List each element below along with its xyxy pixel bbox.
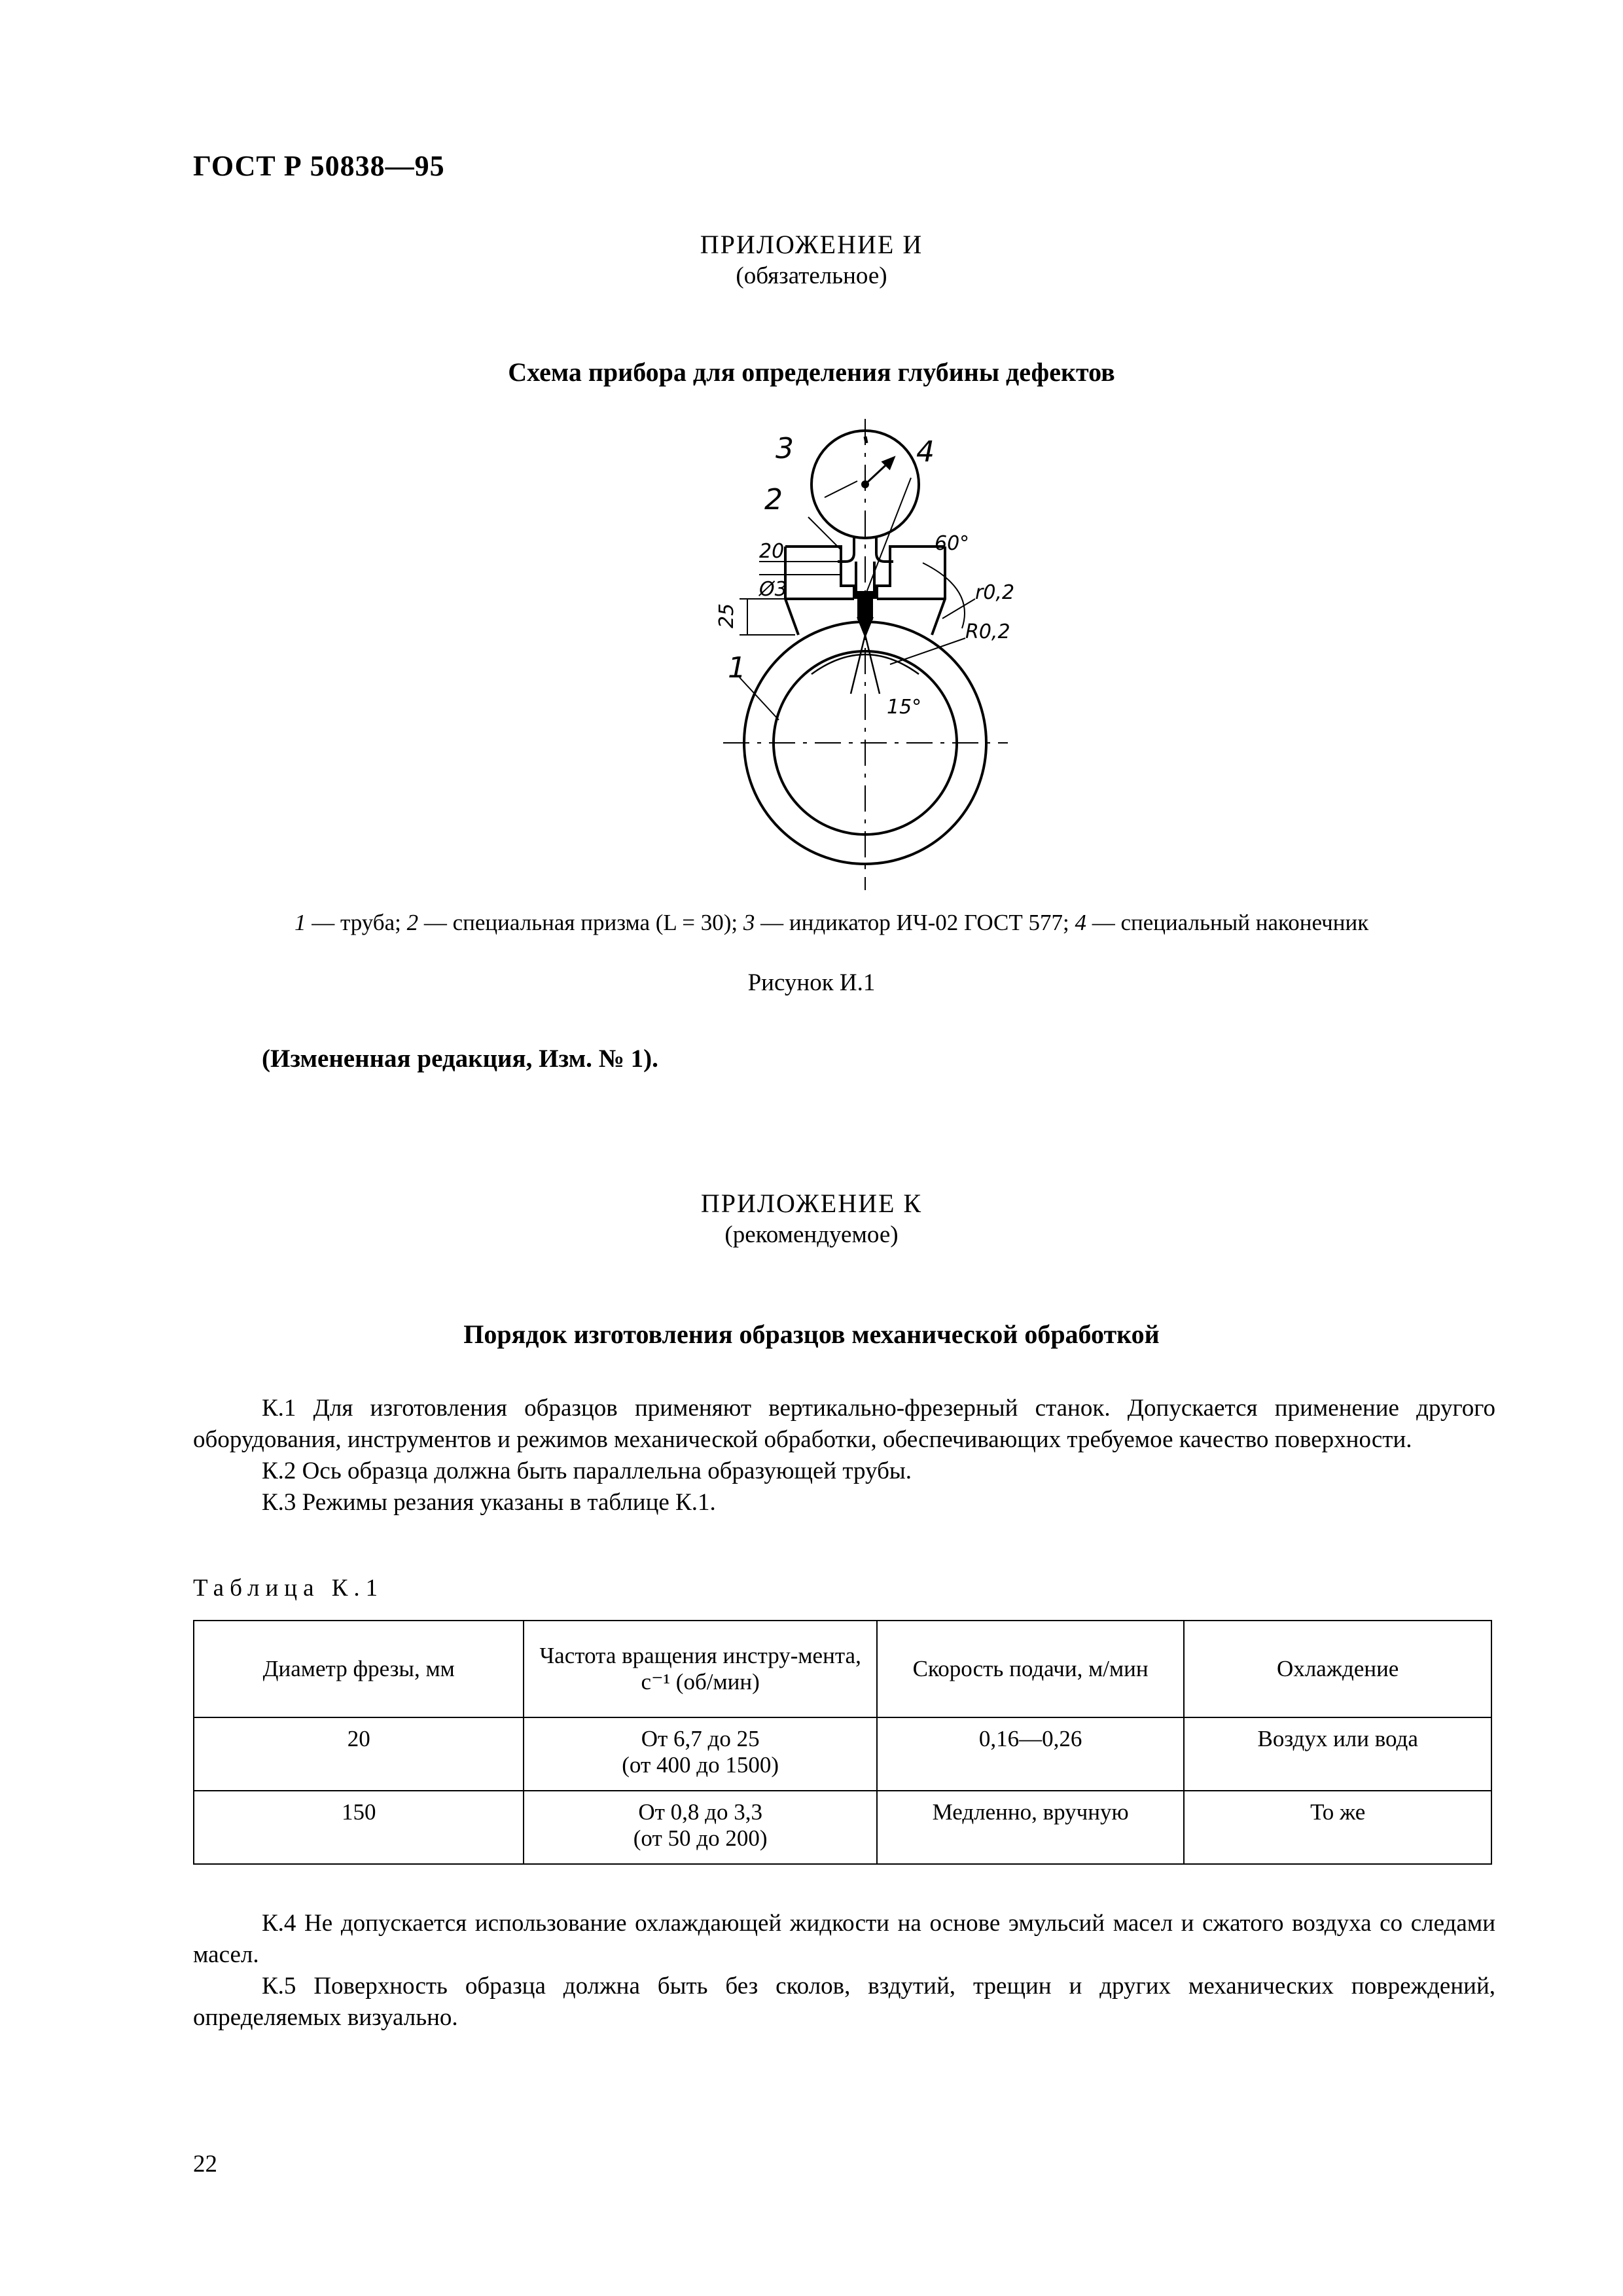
cell-rotation [524,1717,876,1791]
cell-rotation-line-2: (от 400 до 1500) [622,1752,779,1778]
appendix-k-title: Порядок изготовления образцов механической обработкой [463,1319,1160,1349]
legend-text-4: — специальный наконечник [1086,910,1369,935]
prism [785,547,854,599]
cutting-modes-table [193,1620,1492,1865]
col-header-rotation: Частота вращения инстру-мента, с⁻¹ (об/мин) [524,1621,876,1717]
table-label: Таблица К.1 [193,1575,384,1602]
legend-text-3: — индикатор ИЧ-02 ГОСТ 577; [755,910,1075,935]
label-angle-60: 60° [935,532,970,555]
device-schematic [668,419,1034,890]
cell-feed: Медленно, вручную [877,1791,1185,1864]
appendix-i-status: (обязательное) [736,262,887,289]
appendix-k-status: (рекомендуемое) [724,1221,899,1248]
label-dim-25: 25 [715,603,738,628]
label-2: 2 [764,483,783,516]
figure-legend [294,910,1472,936]
label-3: 3 [776,432,794,465]
label-R02: R0,2 [965,620,1010,643]
table-row [194,1717,1491,1791]
paragraph-k1: К.1 Для изготовления образцов применяют вертикально-фрезерный станок. Допускается применение другого оборудования, инструментов и режимов механической обработки, обеспечивающих требуемое качество поверхности. [193,1395,1495,1453]
legend-num-2: 2 [406,910,419,935]
label-r02: r0,2 [975,581,1015,604]
paragraph-k4: К.4 Не допускается использование охлаждающей жидкости на основе эмульсий масел и сжатого воздуха со следами масел. [193,1910,1495,1968]
cell-cooling: То же [1184,1791,1491,1864]
label-dim-20: 20 [759,540,785,563]
paragraph-k3: К.3 Режимы резания указаны в таблице К.1. [262,1489,716,1516]
legend-text-2: — специальная призма (L = 30); [418,910,743,935]
paragraphs-k1-k3 [193,1393,1495,1518]
label-dia-3: Ø3 [759,578,787,601]
appendix-i-title: Схема прибора для определения глубины дефектов [508,357,1115,387]
paragraph-k5: К.5 Поверхность образца должна быть без сколов, вздутий, трещин и других механических повреждений, определяемых визуально. [193,1973,1495,2031]
label-angle-15: 15° [887,696,922,719]
legend-num-4: 4 [1075,910,1086,935]
cell-rotation-line-1: От 0,8 до 3,3 [638,1799,762,1825]
revision-note: (Измененная редакция, Изм. № 1). [262,1045,658,1073]
appendix-k-heading: ПРИЛОЖЕНИЕ К [700,1189,923,1218]
paragraph-k2: К.2 Ось образца должна быть параллельна образующей трубы. [262,1458,912,1484]
label-4: 4 [916,435,935,469]
figure-caption: Рисунок И.1 [747,969,876,996]
document-code: ГОСТ Р 50838—95 [193,150,445,182]
label-1: 1 [728,651,746,685]
col-header-cooling: Охлаждение [1184,1621,1491,1717]
cell-rotation-line-1: От 6,7 до 25 [641,1726,760,1751]
cell-feed: 0,16—0,26 [877,1717,1185,1791]
col-header-diameter: Диаметр фрезы, мм [194,1621,524,1717]
legend-text-1: — труба; [306,910,407,935]
table-row [194,1791,1491,1864]
legend-num-1: 1 [294,910,306,935]
paragraphs-k4-k5 [193,1908,1495,2034]
cell-cooling: Воздух или вода [1184,1717,1491,1791]
col-header-feed: Скорость подачи, м/мин [877,1621,1185,1717]
legend-num-3: 3 [743,910,755,935]
table-header-row [194,1621,1491,1717]
cell-diameter: 150 [194,1791,524,1864]
appendix-i-heading: ПРИЛОЖЕНИЕ И [700,230,923,259]
cell-diameter: 20 [194,1717,524,1791]
cell-rotation [524,1791,876,1864]
cell-rotation-line-2: (от 50 до 200) [633,1825,768,1851]
page-number: 22 [193,2151,217,2178]
